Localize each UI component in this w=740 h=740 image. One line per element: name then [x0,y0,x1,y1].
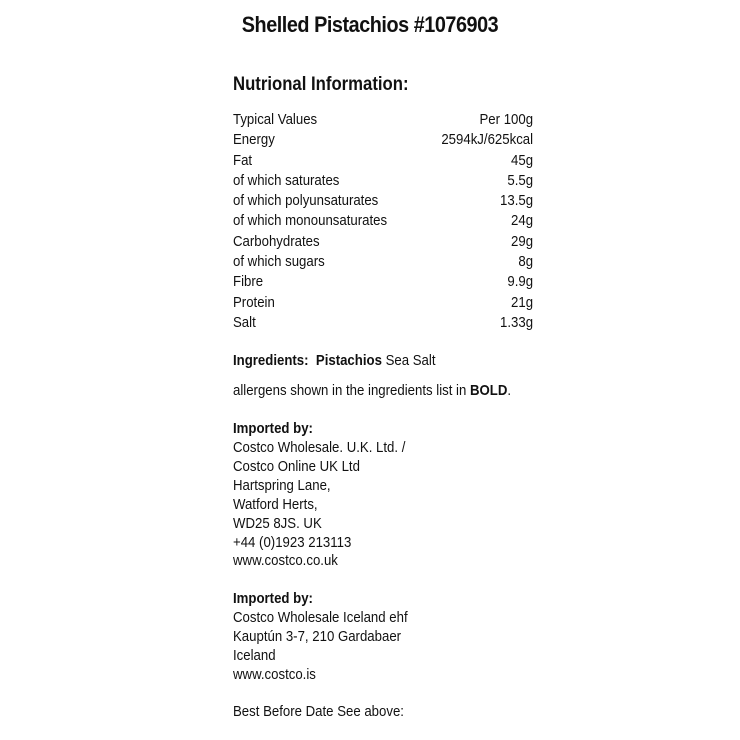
nutrition-label: Energy [233,131,275,149]
nutrition-row [233,191,533,211]
nutrition-value: 1.33g [500,313,534,331]
importer-iceland-line: Kauptún 3-7, 210 Gardabaer [233,628,402,646]
importer-iceland-website: www.costco.is [233,665,316,683]
nutrition-label: Fibre [233,273,264,291]
importer-iceland-heading: Imported by: [233,590,313,608]
nutrition-row [233,171,533,191]
label-content [233,72,533,722]
nutrition-label: Protein [233,293,275,311]
importer-iceland [233,590,533,685]
allergen-note [233,382,533,401]
nutrition-value: 29g [511,232,534,250]
nutrition-table [233,110,533,333]
product-title: Shelled Pistachios #1076903 [241,12,499,37]
nutrition-value: 8g [518,253,534,271]
nutrition-row [233,211,533,231]
nutrition-value: Per 100g [479,111,534,128]
importer-uk-line: WD25 8JS. UK [233,514,322,532]
nutrition-value: 24g [511,212,534,230]
allergen-note-text: allergens shown in the ingredients list in [233,382,467,400]
importer-uk-line: Hartspring Lane, [233,476,331,494]
nutrition-heading: Nutrional Information: [233,74,409,95]
nutrition-value: 21g [511,293,534,311]
nutrition-row [233,252,533,272]
importer-uk-website: www.costco.co.uk [233,552,338,570]
nutrition-row [233,272,533,292]
nutrition-label: Fat [233,151,253,169]
importer-uk [233,420,533,571]
nutrition-label: of which monounsaturates [233,212,388,230]
importer-uk-line: Costco Wholesale. U.K. Ltd. / [233,438,406,456]
importer-uk-line: Watford Herts, [233,495,318,513]
nutrition-label: of which saturates [233,171,340,189]
nutrition-label: Typical Values [233,111,318,128]
importer-iceland-line: Iceland [233,647,276,665]
nutrition-row [233,130,533,150]
nutrition-value: 2594kJ/625kcal [441,131,534,149]
nutrition-row [233,110,533,130]
importer-uk-heading: Imported by: [233,420,313,438]
nutrition-value: 13.5g [500,192,534,210]
nutrition-label: Salt [233,313,256,331]
nutrition-value: 45g [511,151,534,169]
importer-iceland-line: Costco Wholesale Iceland ehf [233,609,408,627]
ingredients-allergen-item: Pistachios [315,352,382,370]
label-text-block [233,72,533,722]
nutrition-row [233,313,533,333]
nutrition-label: of which sugars [233,253,325,271]
nutrition-label: of which polyunsaturates [233,192,379,210]
nutrition-label: Carbohydrates [233,232,320,250]
best-before-note: Best Before Date See above: [233,702,404,720]
ingredients-line [233,352,533,371]
allergen-note-bold: BOLD [470,382,508,400]
allergen-note-end: . [507,382,512,400]
nutrition-row [233,293,533,313]
nutrition-row [233,232,533,252]
importer-uk-line: Costco Online UK Ltd [233,457,360,475]
ingredients-label: Ingredients: [233,352,309,370]
nutrition-value: 5.5g [507,171,534,189]
importer-uk-phone: +44 (0)1923 213113 [233,533,352,551]
ingredients-rest: Sea Salt [385,352,436,370]
nutrition-row [233,151,533,171]
nutrition-value: 9.9g [507,273,534,291]
